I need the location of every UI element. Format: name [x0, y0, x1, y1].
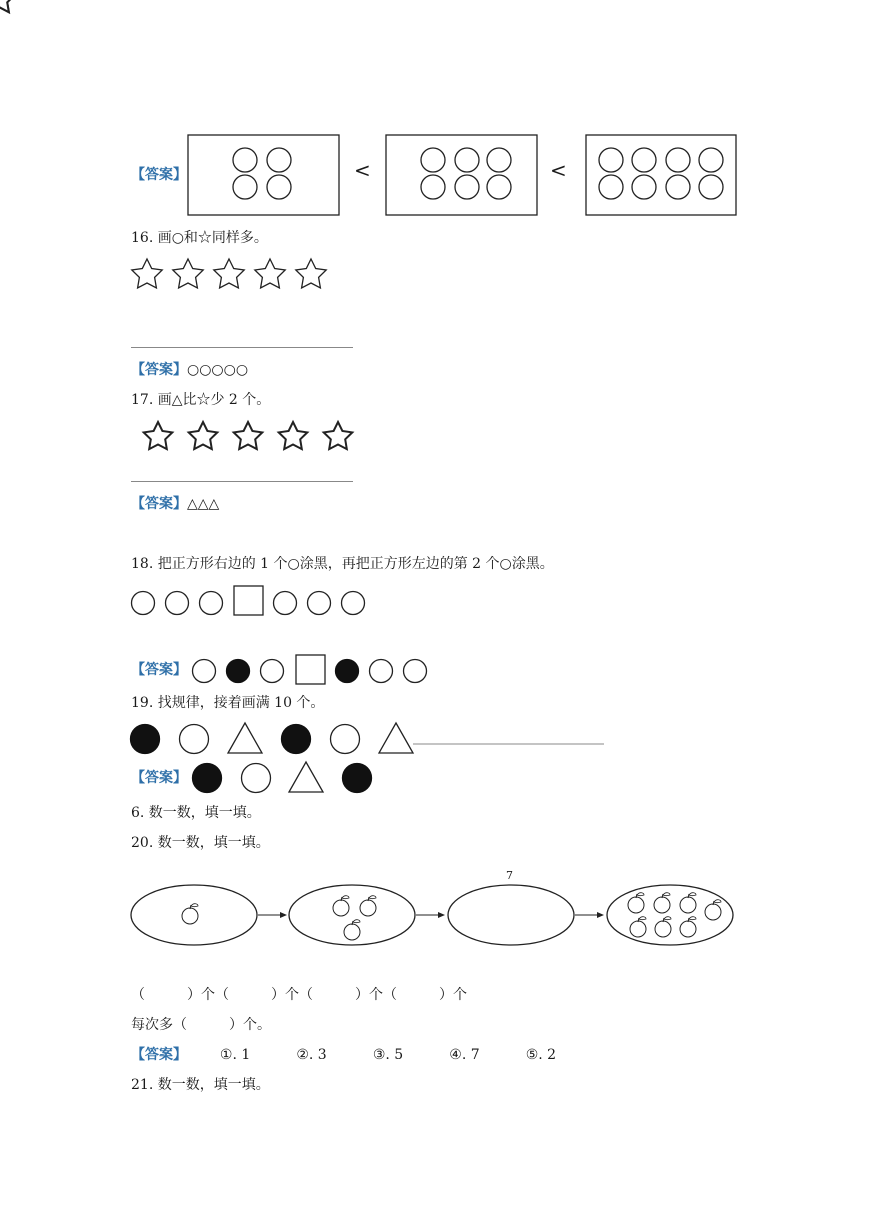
section-6-heading: 6. 数一数，填一填。 [131, 805, 261, 821]
q20-each-more: 每次多（ ）个。 [131, 1017, 271, 1033]
apple-icon [630, 917, 646, 937]
q19-question: 19. 找规律，接着画满 10 个。 [131, 695, 325, 711]
less-than-sign: < [550, 158, 567, 182]
apple-icon [680, 893, 696, 913]
q20-fill-line: （ ）个（ ）个（ ）个（ ）个 [131, 987, 467, 1003]
less-than-sign: < [354, 158, 371, 182]
answer-item: ①. 1 [219, 1047, 251, 1063]
apple-icon [654, 893, 670, 913]
answer-item: ⑤. 2 [525, 1047, 557, 1063]
apple-icon [182, 904, 198, 924]
answer-label: 【答案】 [131, 167, 187, 183]
answer-label: 【答案】 [131, 496, 187, 512]
apple-icon [333, 896, 349, 916]
apple-icon [655, 917, 671, 937]
answer-label: 【答案】 [131, 1047, 187, 1063]
q17-question: 17. 画△比☆少 2 个。 [131, 392, 271, 408]
answer-item: ②. 3 [296, 1047, 327, 1063]
apple-icon [344, 920, 360, 940]
answer-label: 【答案】 [131, 362, 187, 378]
answer-label: 【答案】 [131, 662, 187, 678]
answer-item: ④. 7 [449, 1047, 480, 1063]
q20-answer [131, 1046, 598, 1064]
q16-question: 16. 画○和☆同样多。 [131, 230, 268, 246]
oval-3-empty [448, 885, 574, 945]
q20-question: 20. 数一数，填一填。 [131, 835, 270, 851]
q21-question: 21. 数一数，填一填。 [131, 1077, 270, 1093]
apple-icon [360, 896, 376, 916]
q18-question: 18. 把正方形右边的 1 个○涂黑，再把正方形左边的第 2 个○涂黑。 [131, 556, 554, 572]
answer-text: △△△ [187, 496, 220, 512]
apple-icon [705, 900, 721, 920]
apple-icon [680, 917, 696, 937]
answer-text: ○○○○○ [187, 362, 249, 378]
answer-label: 【答案】 [131, 770, 187, 786]
answer-item: ③. 5 [372, 1047, 404, 1063]
q20-note: 7 [506, 869, 513, 882]
apple-icon [628, 893, 644, 913]
